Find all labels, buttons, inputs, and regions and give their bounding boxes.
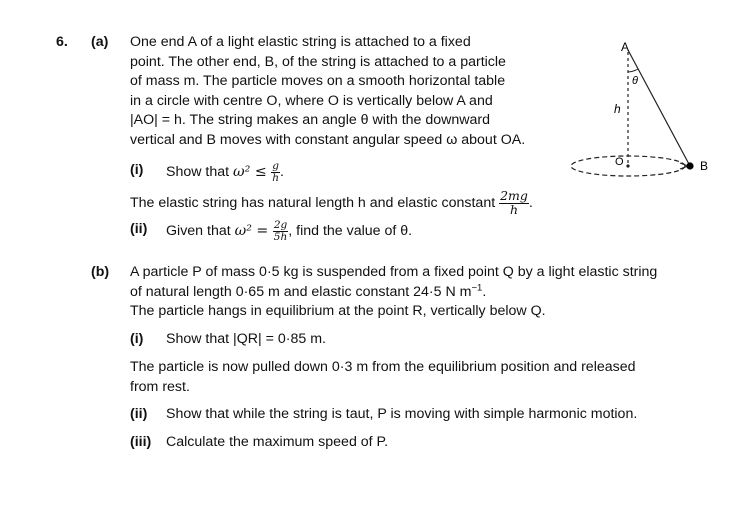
part-b-line-2: of natural length 0·65 m and elastic constant 24·5 N $m^{-1}$. [130,281,487,300]
point-o [626,164,629,167]
part-b-ii-label: (ii) [130,406,148,422]
elastic-constant-line: The elastic string has natural length h and elastic constant $\frac{2mg}{h}$ . [130,188,533,217]
part-b-iii-statement: Calculate the maximum speed of P. [166,434,389,450]
string-ab [628,50,690,166]
part-a-line-2: point. The other end, B, of the string is attached to a particle [130,53,506,70]
part-a-line-1: One end A of a light elastic string is attached to a fixed [130,34,471,50]
part-b-ii-statement: Show that while the string is taut, P is moving with simple harmonic motion. [166,406,638,422]
part-a-ii-label: (ii) [130,221,148,237]
label-o: O [615,156,624,168]
part-b-middle-line-2: from rest. [130,378,190,395]
part-b-line-1: A particle P of mass 0·5 kg is suspended from a fixed point Q by a light elastic string [130,264,658,280]
particle-b [686,162,693,169]
part-b-label: (b) [91,264,110,280]
cone-diagram [560,38,720,188]
part-a-i-label: (i) [130,162,144,178]
part-a-line-4: in a circle with centre O, where O is vertically below A and [130,92,493,109]
label-b: B [700,159,709,173]
part-b-iii-label: (iii) [130,434,152,450]
part-a-label: (a) [91,34,109,50]
angle-arc [628,69,638,72]
part-b-i-label: (i) [130,331,144,347]
part-a-line-6: vertical and B moves with constant angular speed ω about OA. [130,131,526,148]
part-a-line-5: |AO| = h. The string makes an angle θ with the downward [130,112,491,128]
part-b-line-3: The particle hangs in equilibrium at the point R, vertically below Q. [130,303,546,319]
part-b-middle-line-1: The particle is now pulled down 0·3 m from the equilibrium position and released [130,359,636,375]
part-b-i-statement: Show that |QR| = 0·85 m. [166,331,326,347]
part-a-ii-statement: Given that ω² = $\frac{2g}{5h}$ , find the value of θ. [166,219,413,243]
label-theta: θ [632,75,638,87]
part-a-line-3: of mass m. The particle moves on a smooth horizontal table [130,73,506,89]
question-number: 6. [56,34,68,50]
label-h: h [614,102,621,116]
label-a: A [621,40,630,54]
part-a-i-statement: Show that ω² ≤ $\frac{g}{h}$ . [166,160,284,184]
